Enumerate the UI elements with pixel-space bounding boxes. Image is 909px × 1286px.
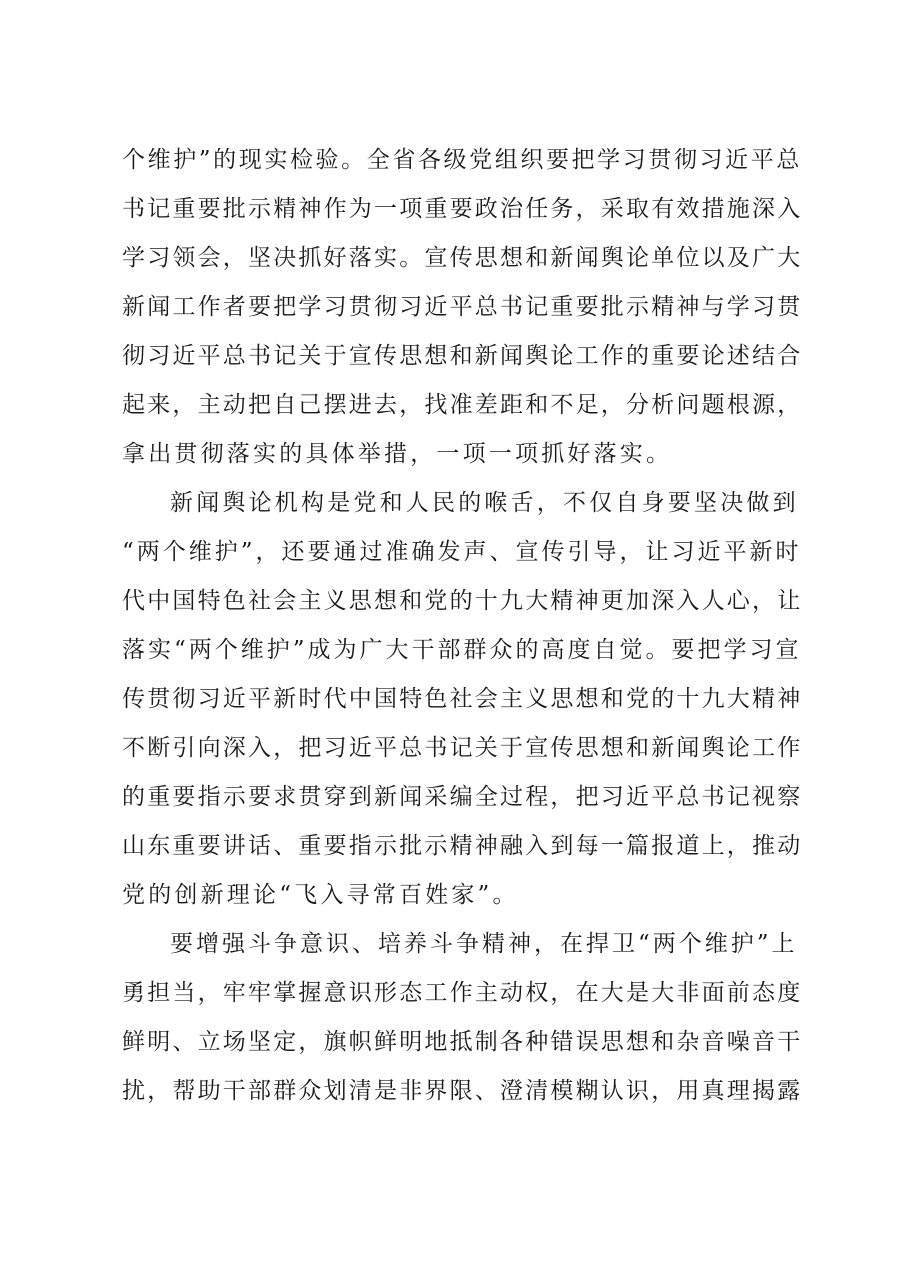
text-line: “两个维护”，还要通过准确发声、宣传引导，让习近平新时 — [122, 539, 802, 565]
text-line: 不断引向深入，把习近平总书记关于宣传思想和新闻舆论工作 — [122, 735, 803, 761]
text-line: 彻习近平总书记关于宣传思想和新闻舆论工作的重要论述结合 — [122, 343, 803, 369]
text-line: 山东重要讲话、重要指示批示精神融入到每一篇报道上，推动 — [122, 833, 803, 859]
text-line: 勇担当，牢牢掌握意识形态工作主动权，在大是大非面前态度 — [122, 980, 803, 1006]
paragraph-3 — [122, 920, 802, 1116]
text-line: 传贯彻习近平新时代中国特色社会主义思想和党的十九大精神 — [122, 686, 803, 712]
document-body — [122, 136, 802, 1116]
text-line: 的重要指示要求贯穿到新闻采编全过程，把习近平总书记视察 — [122, 784, 803, 810]
paragraph-1 — [122, 136, 802, 479]
text-line: 落实“两个维护”成为广大干部群众的高度自觉。要把学习宣 — [122, 637, 802, 663]
text-line: 书记重要批示精神作为一项重要政治任务，采取有效措施深入 — [122, 196, 803, 222]
text-line: 新闻工作者要把学习贯彻习近平总书记重要批示精神与学习贯 — [122, 294, 803, 320]
text-line: 起来，主动把自己摆进去，找准差距和不足，分析问题根源， — [122, 392, 803, 418]
text-line: 拿出贯彻落实的具体举措，一项一项抓好落实。 — [122, 441, 673, 467]
text-line: 学习领会，坚决抓好落实。宣传思想和新闻舆论单位以及广大 — [122, 245, 803, 271]
text-line: 扰，帮助干部群众划清是非界限、澄清模糊认识，用真理揭露 — [122, 1078, 803, 1104]
text-line: 要增强斗争意识、培养斗争精神，在捍卫“两个维护”上 — [170, 931, 798, 957]
text-line: 个维护”的现实检验。全省各级党组织要把学习贯彻习近平总 — [122, 147, 802, 173]
text-line: 鲜明、立场坚定，旗帜鲜明地抵制各种错误思想和杂音噪音干 — [122, 1029, 803, 1055]
text-line: 党的创新理论“飞入寻常百姓家”。 — [122, 882, 519, 908]
text-line: 代中国特色社会主义思想和党的十九大精神更加深入人心，让 — [122, 588, 803, 614]
text-line: 新闻舆论机构是党和人民的喉舌，不仅自身要坚决做到 — [170, 490, 799, 516]
paragraph-2 — [122, 479, 802, 920]
